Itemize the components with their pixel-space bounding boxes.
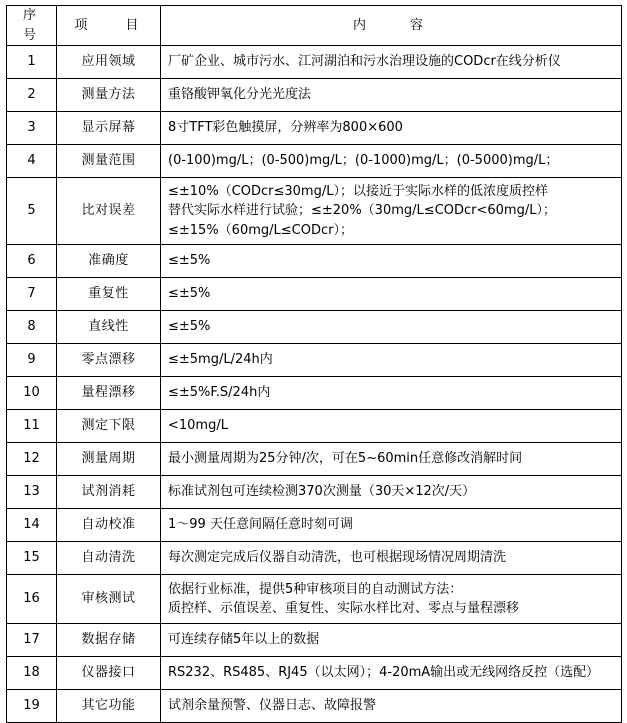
row-content bbox=[161, 377, 622, 410]
content-line: ≤±15%（60mg/L≤CODcr）； bbox=[168, 222, 353, 238]
row-item-label: 比对误差 bbox=[57, 178, 161, 245]
content-line: 8寸TFT彩色触摸屏，分辨率为800×600 bbox=[168, 120, 403, 136]
table-row bbox=[7, 112, 622, 145]
column-header-item: 项 目 bbox=[57, 6, 161, 46]
row-content bbox=[161, 311, 622, 344]
row-item-label: 仪器接口 bbox=[57, 657, 161, 690]
column-header-no: 序 号 bbox=[7, 6, 57, 46]
content-line: 质控样、示值误差、重复性、实际水样比对、零点与量程漂移 bbox=[168, 601, 520, 616]
row-content bbox=[161, 245, 622, 278]
row-content bbox=[161, 575, 622, 624]
content-line: 每次测定完成后仪器自动清洗，也可根据现场情况周期清洗 bbox=[168, 550, 507, 566]
row-content bbox=[161, 410, 622, 443]
content-line: RS232、RS485、RJ45（以太网）；4-20mA输出或无线网络反控（选配） bbox=[168, 665, 600, 681]
row-content bbox=[161, 542, 622, 575]
row-number: 7 bbox=[7, 278, 57, 311]
table-row bbox=[7, 509, 622, 542]
table-row bbox=[7, 542, 622, 575]
row-content bbox=[161, 624, 622, 657]
table-header bbox=[7, 6, 622, 46]
row-item-label: 测量范围 bbox=[57, 145, 161, 178]
table-row bbox=[7, 344, 622, 377]
table-row bbox=[7, 311, 622, 344]
row-item-label: 测定下限 bbox=[57, 410, 161, 443]
table-header-row bbox=[7, 6, 622, 46]
row-content bbox=[161, 79, 622, 112]
content-line: 依据行业标准，提供5种审核项目的自动测试方法： bbox=[168, 581, 463, 597]
row-item-label: 零点漂移 bbox=[57, 344, 161, 377]
row-item-label: 测量周期 bbox=[57, 443, 161, 476]
row-number: 16 bbox=[7, 575, 57, 624]
row-content bbox=[161, 443, 622, 476]
row-number: 14 bbox=[7, 509, 57, 542]
row-content bbox=[161, 476, 622, 509]
row-number: 17 bbox=[7, 624, 57, 657]
row-number: 13 bbox=[7, 476, 57, 509]
row-item-label: 直线性 bbox=[57, 311, 161, 344]
row-content bbox=[161, 46, 622, 79]
content-line: 替代实际水样进行试验；≤±20%（30mg/L≤CODcr<60mg/L）； bbox=[168, 203, 556, 219]
content-line: 试剂余量预警、仪器日志、故障报警 bbox=[168, 698, 377, 714]
row-number: 4 bbox=[7, 145, 57, 178]
row-content bbox=[161, 278, 622, 311]
row-number: 10 bbox=[7, 377, 57, 410]
row-item-label: 测量方法 bbox=[57, 79, 161, 112]
row-content bbox=[161, 112, 622, 145]
row-item-label: 自动校准 bbox=[57, 509, 161, 542]
row-content bbox=[161, 657, 622, 690]
content-line: 可连续存储5年以上的数据 bbox=[168, 632, 320, 648]
table-row bbox=[7, 46, 622, 79]
row-item-label: 审核测试 bbox=[57, 575, 161, 624]
row-number: 12 bbox=[7, 443, 57, 476]
row-content bbox=[161, 145, 622, 178]
row-content bbox=[161, 344, 622, 377]
row-content bbox=[161, 178, 622, 245]
specification-table bbox=[6, 5, 622, 723]
row-number: 3 bbox=[7, 112, 57, 145]
table-row bbox=[7, 476, 622, 509]
table-row bbox=[7, 377, 622, 410]
row-item-label: 其它功能 bbox=[57, 690, 161, 723]
content-line: <10mg/L bbox=[168, 418, 228, 434]
row-number: 18 bbox=[7, 657, 57, 690]
content-line: (0-100)mg/L；(0-500)mg/L；(0-1000)mg/L；(0-5000)mg/L； bbox=[168, 153, 559, 169]
content-line: 1～99 天任意间隔任意时刻可调 bbox=[168, 517, 353, 533]
row-number: 11 bbox=[7, 410, 57, 443]
table-row bbox=[7, 690, 622, 723]
row-number: 6 bbox=[7, 245, 57, 278]
content-line: ≤±5% bbox=[168, 319, 211, 335]
row-item-label: 显示屏幕 bbox=[57, 112, 161, 145]
content-line: 重铬酸钾氧化分光光度法 bbox=[168, 87, 312, 103]
table-row bbox=[7, 145, 622, 178]
table-row bbox=[7, 410, 622, 443]
row-item-label: 量程漂移 bbox=[57, 377, 161, 410]
row-number: 2 bbox=[7, 79, 57, 112]
content-line: ≤±5mg/L/24h内 bbox=[168, 352, 273, 368]
table-row bbox=[7, 178, 622, 245]
row-content bbox=[161, 509, 622, 542]
content-line: ≤±10%（CODcr≤30mg/L）；以接近于实际水样的低浓度质控样 bbox=[168, 183, 548, 199]
row-number: 19 bbox=[7, 690, 57, 723]
row-item-label: 试剂消耗 bbox=[57, 476, 161, 509]
table-row bbox=[7, 443, 622, 476]
table-row bbox=[7, 278, 622, 311]
content-line: 厂矿企业、城市污水、江河湖泊和污水治理设施的CODcr在线分析仪 bbox=[168, 54, 561, 70]
table-row bbox=[7, 575, 622, 624]
table-row bbox=[7, 245, 622, 278]
row-number: 5 bbox=[7, 178, 57, 245]
row-content bbox=[161, 690, 622, 723]
content-line: 标准试剂包可连续检测370次测量（30天×12次/天） bbox=[168, 484, 476, 500]
table-row bbox=[7, 657, 622, 690]
content-line: ≤±5% bbox=[168, 286, 211, 302]
row-number: 1 bbox=[7, 46, 57, 79]
row-item-label: 数据存储 bbox=[57, 624, 161, 657]
content-line: ≤±5%F.S/24h内 bbox=[168, 385, 271, 401]
content-line: 最小测量周期为25分钟/次，可在5~60min任意修改消解时间 bbox=[168, 451, 523, 467]
column-header-content: 内 容 bbox=[161, 6, 622, 46]
row-number: 9 bbox=[7, 344, 57, 377]
content-line: ≤±5% bbox=[168, 253, 211, 269]
row-number: 8 bbox=[7, 311, 57, 344]
row-item-label: 自动清洗 bbox=[57, 542, 161, 575]
row-item-label: 应用领域 bbox=[57, 46, 161, 79]
row-number: 15 bbox=[7, 542, 57, 575]
table-row bbox=[7, 624, 622, 657]
table-row bbox=[7, 79, 622, 112]
row-item-label: 准确度 bbox=[57, 245, 161, 278]
row-item-label: 重复性 bbox=[57, 278, 161, 311]
